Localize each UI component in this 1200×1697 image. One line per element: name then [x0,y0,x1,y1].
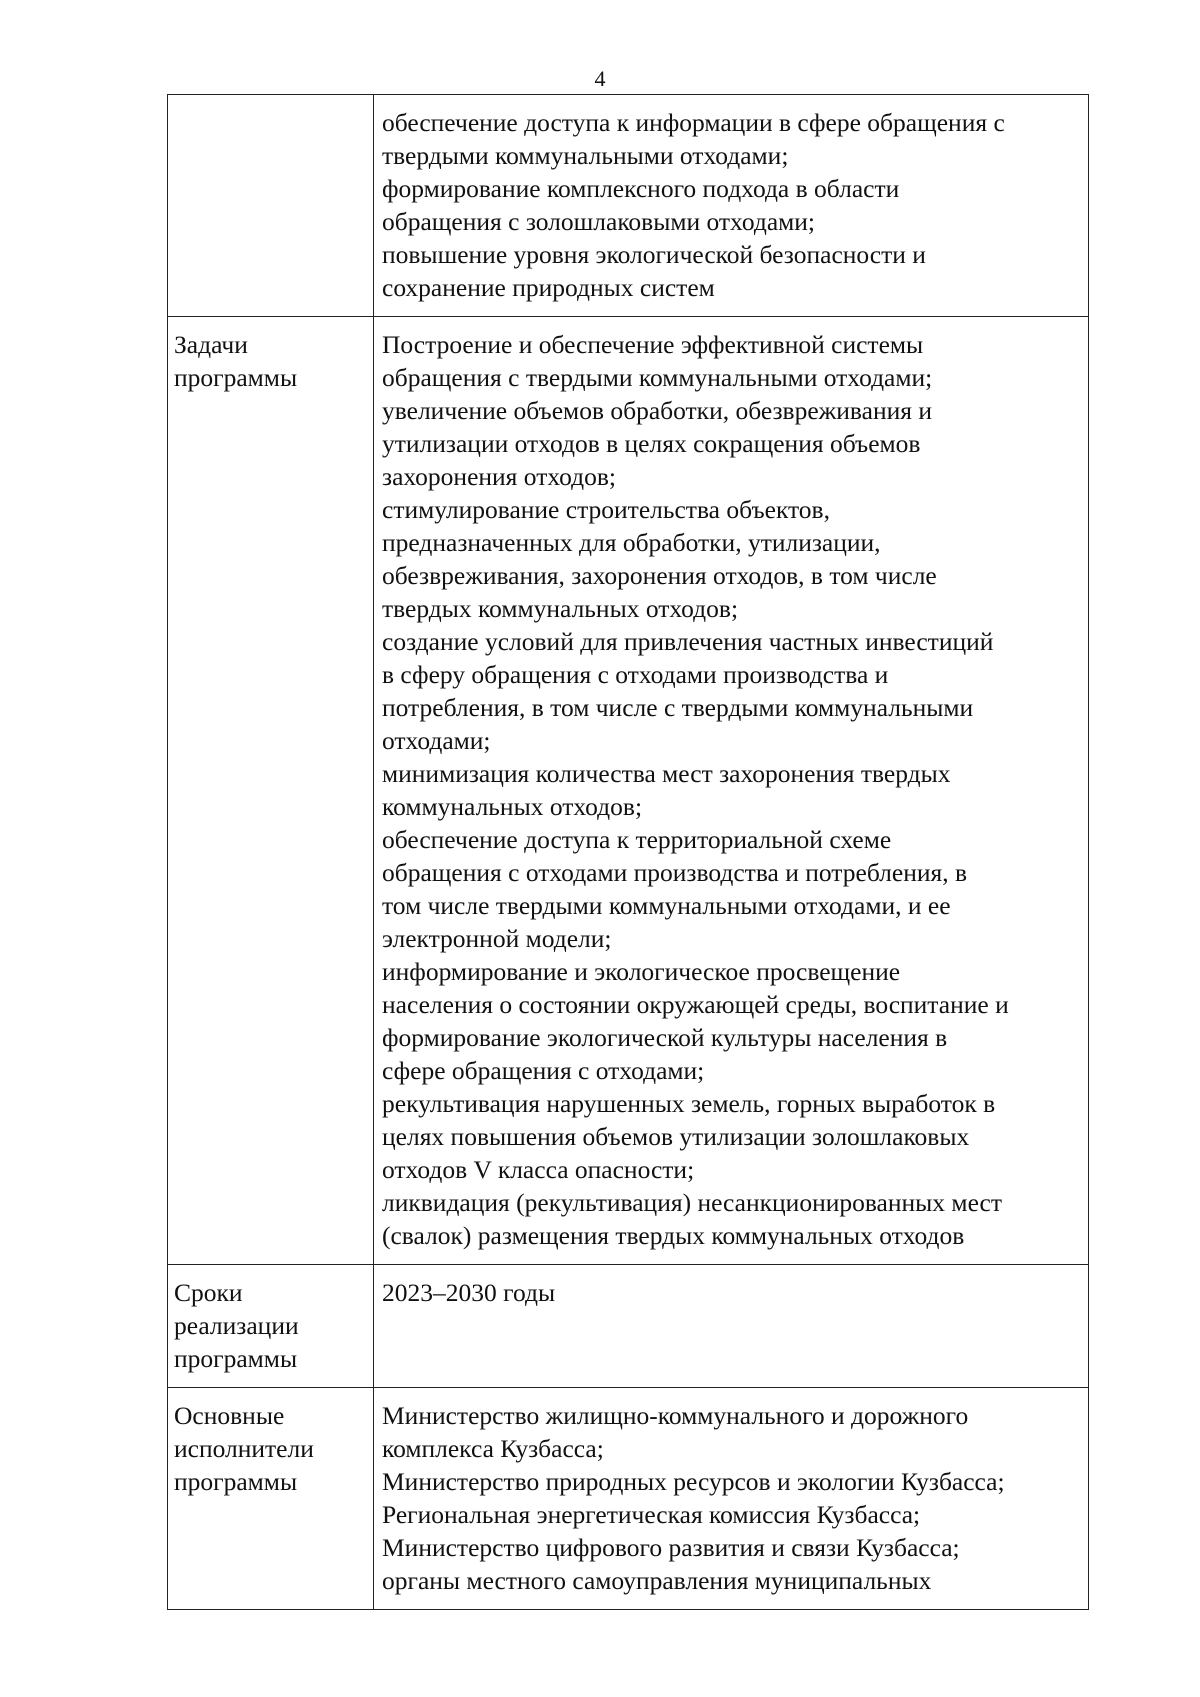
row-label: Основные исполнители программы [174,1401,314,1496]
row-content: 2023–2030 годы [374,1265,1089,1388]
table-row-executors [168,1388,1089,1610]
row-label-cell [168,1265,374,1388]
table-row-goals-continued [168,95,1089,317]
table-row-tasks [168,317,1089,1265]
program-passport-table [167,94,1089,1610]
page-number: 4 [594,66,606,91]
row-label: Задачи программы [174,330,298,392]
row-content: обеспечение доступа к информации в сфере обращения с твердыми коммунальными отходами; формирование комплексного подхода в области обращения с золошлаковыми отходами; повышение уровня экологической безопасности и сохранение природных систем [374,95,1089,317]
row-content: Министерство жилищно-коммунального и дорожного комплекса Кузбасса; Министерство природных ресурсов и экологии Кузбасса; Региональная энергетическая комиссия Кузбасса; Министерство цифрового развития и связи Кузбасса; органы местного самоуправления муниципальных [374,1388,1089,1610]
row-label: Сроки реализации программы [174,1278,299,1373]
row-label-cell [168,317,374,1265]
row-label-cell [168,95,374,317]
row-content: Построение и обеспечение эффективной системы обращения с твердыми коммунальными отходами; увеличение объемов обработки, обезвреживания и утилизации отходов в целях сокращения объемов захоронения отходов; стимулирование строительства объектов, предназначенных для обработки, утилизации, обезвреживания, захоронения отходов, в том числе твердых коммунальных отходов; создание условий для привлечения частных инвестиций в сферу обращения с отходами производства и потребления, в том числе с твердыми коммунальными отходами; минимизация количества мест захоронения твердых коммунальных отходов; обеспечение доступа к территориальной схеме обращения с отходами производства и потребления, в том числе твердыми коммунальными отходами, и ее электронной модели; информирование и экологическое просвещение населения о состоянии окружающей среды, воспитание и формирование экологической культуры населения в сфере обращения с отходами; рекультивация нарушенных земель, горных выработок в целях повышения объемов утилизации золошлаковых отходов V класса опасности; ликвидация (рекультивация) несанкционированных мест (свалок) размещения твердых коммунальных отходов [374,317,1089,1265]
row-label-cell [168,1388,374,1610]
table-row-timeline [168,1265,1089,1388]
